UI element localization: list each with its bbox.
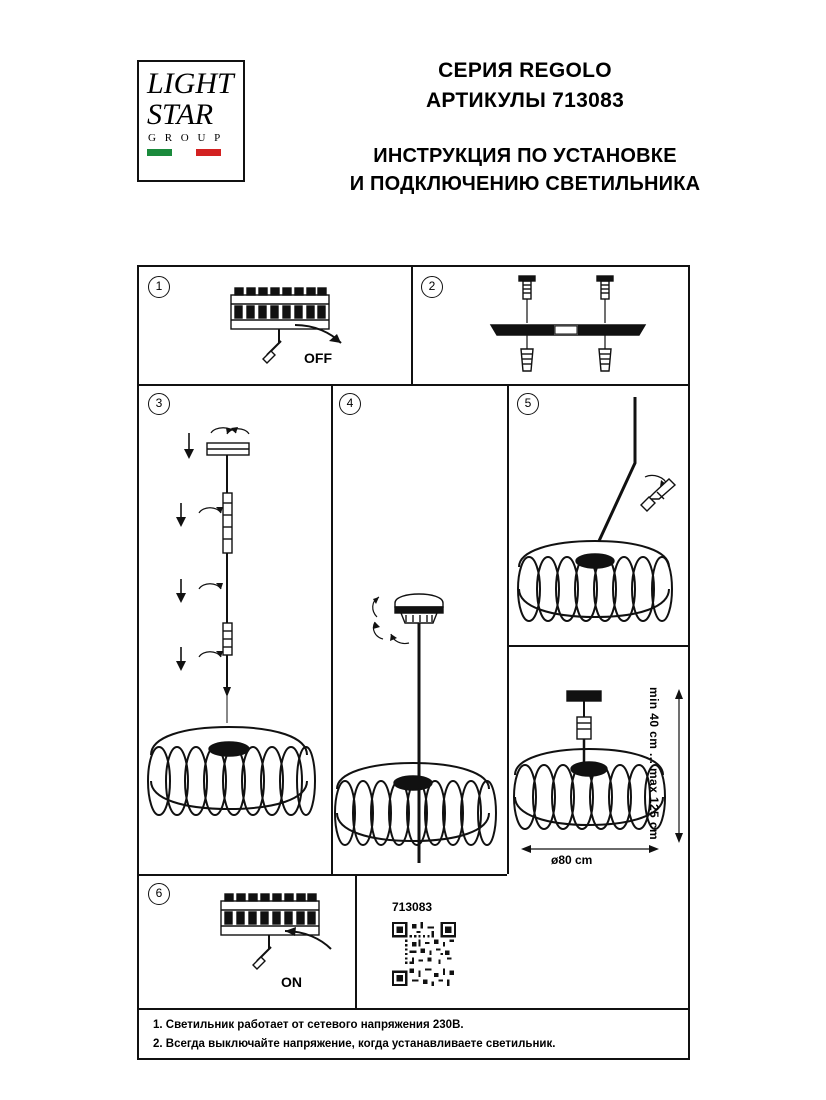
divider-vertical-1 [411,267,413,384]
instruction-frame [137,265,690,1060]
step-4-illustration [331,393,507,863]
step-6-label: ON [281,974,302,990]
step-badge-1: 1 [148,276,170,298]
logo-text-light: LIGHT [147,67,234,100]
step-badge-5: 5 [517,393,539,415]
step-2-illustration [469,273,669,378]
article-code-label: 713083 [392,900,433,914]
note-line-1: 1. Светильник работает от сетевого напряжения 230В. [153,1019,464,1031]
italy-flag-icon [147,149,221,156]
step-badge-6: 6 [148,883,170,905]
step-badge-4: 4 [339,393,361,415]
logo-text-group: G R O U P [148,132,224,144]
step-badge-3: 3 [148,393,170,415]
instruction-title-line2: И ПОДКЛЮЧЕНИЮ СВЕТИЛЬНИКА [349,173,701,195]
series-text: СЕРИЯ REGOLO [438,59,612,82]
step-1-illustration [199,277,399,377]
height-dimension-label: min 40 cm ... max 125 cm [647,687,661,841]
qr-code [392,922,456,986]
step-3-illustration [139,393,331,863]
brand-logo [137,60,245,182]
step-6-illustration [189,879,369,1004]
divider-horizontal-3 [139,874,507,876]
logo-text-star: STAR [147,98,214,131]
page-header [0,0,826,210]
header-titles [255,56,795,198]
step-5-illustration [507,393,688,645]
divider-horizontal-1 [139,384,688,386]
diameter-dimension-label: ø80 cm [551,853,593,867]
step-1-label: OFF [304,350,332,366]
note-line-2: 2. Всегда выключайте напряжение, когда устанавливаете светильник. [153,1038,556,1050]
divider-horizontal-4 [139,1008,688,1010]
instruction-title-line1: ИНСТРУКЦИЯ ПО УСТАНОВКЕ [373,145,677,167]
step-badge-2: 2 [421,276,443,298]
articles-text: АРТИКУЛЫ 713083 [425,89,625,112]
